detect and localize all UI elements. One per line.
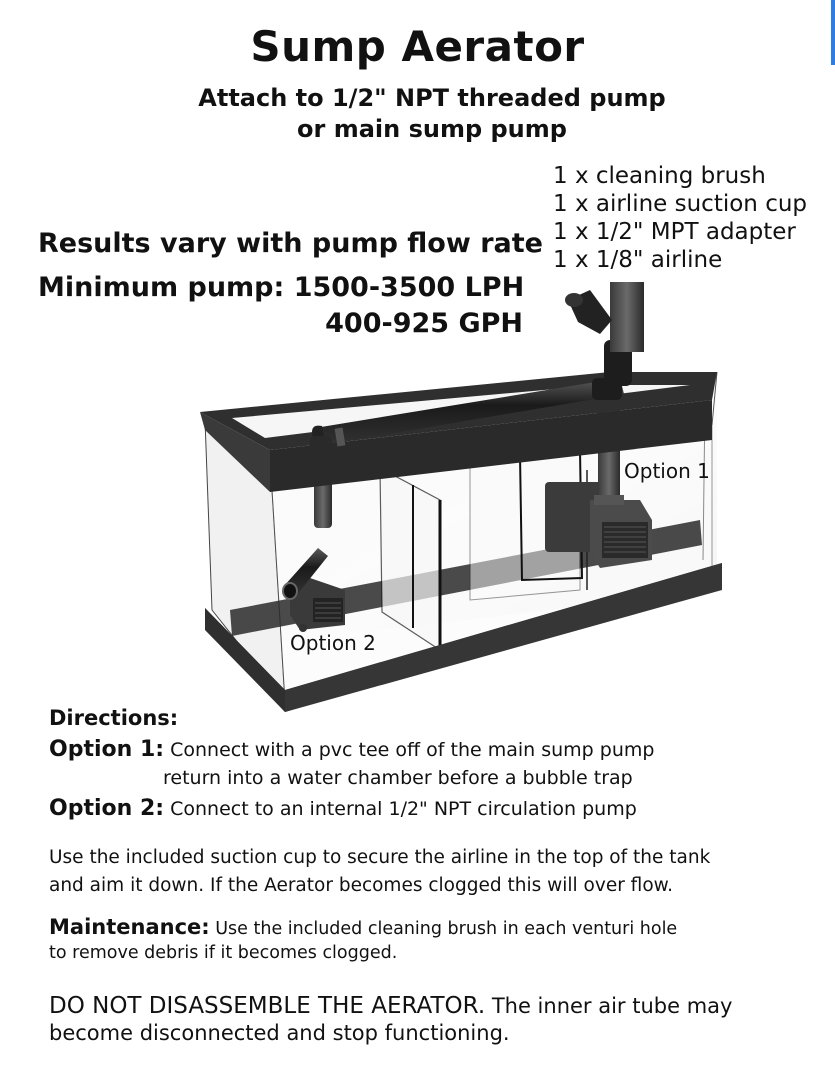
kit-item: 1 x 1/8" airline <box>553 247 723 273</box>
usage-line-1: Use the included suction cup to secure the airline in the top of the tank <box>49 847 711 868</box>
option-1-callout: Option 1 <box>624 459 710 483</box>
usage-line-2: and aim it down. If the Aerator becomes clogged this will over flow. <box>49 875 673 896</box>
subtitle-line-2: or main sump pump <box>297 115 567 143</box>
option-2-direction <box>49 796 637 821</box>
option-2-label: Option 2: <box>49 796 165 821</box>
page-title: Sump Aerator <box>250 22 585 71</box>
kit-item: 1 x 1/2" MPT adapter <box>553 219 796 245</box>
maintenance-note <box>49 915 677 939</box>
maintenance-label: Maintenance: <box>49 915 210 939</box>
minimum-pump-lph: Minimum pump: 1500-3500 LPH <box>38 272 525 303</box>
maintenance-text: Use the included cleaning brush in each venturi hole <box>209 919 678 939</box>
option-1-text: Connect with a pvc tee off of the main sump pump <box>164 739 655 761</box>
warning-text-cont: become disconnected and stop functioning. <box>49 1021 510 1045</box>
warning-caps: DO NOT DISASSEMBLE THE AERATOR. <box>49 993 486 1019</box>
kit-item: 1 x cleaning brush <box>553 163 766 189</box>
subtitle-line-1: Attach to 1/2" NPT threaded pump <box>198 84 666 112</box>
option-1-text-cont: return into a water chamber before a bubble trap <box>163 767 633 789</box>
warning-note <box>49 993 732 1019</box>
flow-rate-note: Results vary with pump flow rate <box>38 228 543 259</box>
option-2-text: Connect to an internal 1/2" NPT circulation pump <box>164 798 637 820</box>
minimum-pump-gph: 400-925 GPH <box>325 308 523 339</box>
option-1-direction <box>49 737 654 762</box>
maintenance-text-cont: to remove debris if it becomes clogged. <box>49 943 398 963</box>
directions-heading: Directions: <box>49 706 179 730</box>
option-2-callout: Option 2 <box>290 631 376 655</box>
warning-text: The inner air tube may <box>485 994 733 1018</box>
kit-item: 1 x airline suction cup <box>553 191 808 217</box>
option-1-label: Option 1: <box>49 737 165 762</box>
